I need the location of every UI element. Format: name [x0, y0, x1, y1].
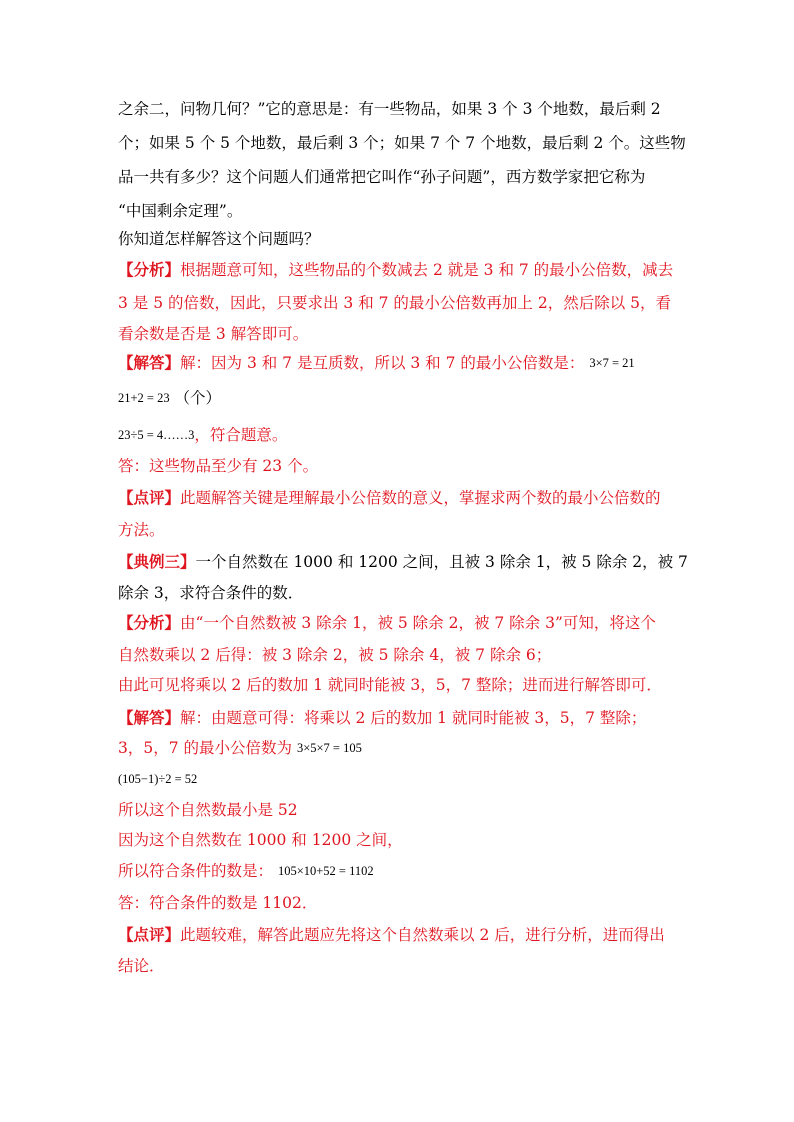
- ex3-analysis-line-3: 由此可见将乘以 2 后的数加 1 就同时能被 3，5，7 整除；进而进行解答即可．: [118, 676, 662, 694]
- ex3-analysis-tag: 【分析】: [118, 613, 181, 632]
- intro-line-3: 品一共有多少？这个问题人们通常把它叫作“孙子问题”，西方数学家把它称为: [118, 168, 646, 186]
- intro-line-1: 之余二，问物几何？”它的意思是：有一些物品，如果 3 个 3 个地数，最后剩 2: [118, 100, 661, 118]
- ex3-solution-text-2: 3，5，7 的最小公倍数为: [118, 739, 293, 757]
- intro-line-2: 个；如果 5 个 5 个地数，最后剩 3 个；如果 7 个 7 个地数，最后剩 2 个。这些物: [118, 134, 686, 152]
- ex2-analysis-tag: 【分析】: [118, 260, 181, 279]
- ex2-analysis-text-1: 根据题意可知，这些物品的个数减去 2 就是 3 和 7 的最小公倍数，减去: [180, 261, 674, 279]
- ex2-solution-tag: 【解答】: [118, 353, 181, 372]
- ex3-solution-line-2: [118, 738, 362, 758]
- ex3-answer: 答：符合条件的数是 1102．: [118, 894, 318, 912]
- ex3-analysis-line-2: 自然数乘以 2 后得：被 3 除余 2，被 5 除余 4，被 7 除余 6；: [118, 646, 552, 664]
- ex2-comment-text-1: 此题解答关键是理解最小公倍数的意义，掌握求两个数的最小公倍数的: [180, 489, 661, 507]
- ex3-problem-line-1: [118, 552, 688, 572]
- ex2-analysis-line-2: 3 是 5 的倍数，因此，只要求出 3 和 7 的最小公倍数再加上 2，然后除以 5，看: [118, 294, 672, 312]
- ex3-equation-2-line: [118, 769, 197, 789]
- ex2-equation-3: 23÷5 = 4……3: [118, 428, 195, 442]
- intro-line-4: “中国剩余定理”。: [118, 202, 243, 220]
- ex2-equation-1: 3×7 = 21: [589, 356, 635, 370]
- ex2-analysis-line-3: 看余数是否是 3 解答即可。: [118, 325, 309, 343]
- ex2-comment-line-1: [118, 488, 661, 508]
- ex2-solution-line-1: [118, 353, 635, 373]
- ex3-comment-line-1: [118, 925, 665, 945]
- ex2-equation-2: 21+2 = 23: [118, 391, 170, 405]
- ex2-equation-3-tail: ，符合题意。: [194, 426, 288, 444]
- ex3-problem-text-1: 一个自然数在 1000 和 1200 之间，且被 3 除余 1，被 5 除余 2，被 7: [195, 553, 688, 571]
- ex3-problem-line-2: 除余 3，求符合条件的数．: [118, 584, 304, 602]
- ex3-solution-text-1: 解：由题意可得：将乘以 2 后的数加 1 就同时能被 3，5，7 整除；: [180, 709, 647, 727]
- ex3-comment-tag: 【点评】: [118, 925, 181, 944]
- ex3-equation-3: 105×10+52 = 1102: [277, 864, 374, 878]
- ex2-equation-3-line: [118, 425, 287, 445]
- ex3-range-line: 因为这个自然数在 1000 和 1200 之间，: [118, 831, 403, 849]
- ex3-equation-1: 3×5×7 = 105: [296, 741, 362, 755]
- ex2-answer: 答：这些物品至少有 23 个。: [118, 457, 319, 475]
- ex2-analysis-line-1: [118, 260, 673, 280]
- ex3-equation-2: (105−1)÷2 = 52: [118, 772, 198, 786]
- ex3-comment-text-1: 此题较难，解答此题应先将这个自然数乘以 2 后，进行分析，进而得出: [180, 926, 665, 944]
- ex3-solution-line-1: [118, 708, 646, 728]
- ex2-comment-line-2: 方法。: [118, 521, 165, 539]
- ex3-solution-tag: 【解答】: [118, 708, 181, 727]
- ex3-tag: 【典例三】: [118, 552, 196, 571]
- ex2-comment-tag: 【点评】: [118, 488, 181, 507]
- ex3-analysis-text-1: 由“一个自然数被 3 除余 1，被 5 除余 2，被 7 除余 3”可知，将这个: [180, 614, 656, 632]
- ex3-fit-line: [118, 861, 374, 881]
- ex2-equation-2-unit: （个）: [174, 389, 222, 407]
- ex3-min-line: 所以这个自然数最小是 52: [118, 801, 298, 819]
- ex2-equation-2-line: [118, 388, 221, 408]
- intro-question: 你知道怎样解答这个问题吗？: [118, 230, 320, 248]
- ex3-comment-line-2: 结论．: [118, 957, 165, 975]
- ex2-solution-text-1: 解：因为 3 和 7 是互质数，所以 3 和 7 的最小公倍数是：: [180, 354, 585, 372]
- ex3-analysis-line-1: [118, 613, 656, 633]
- ex3-fit-text: 所以符合条件的数是：: [118, 862, 274, 880]
